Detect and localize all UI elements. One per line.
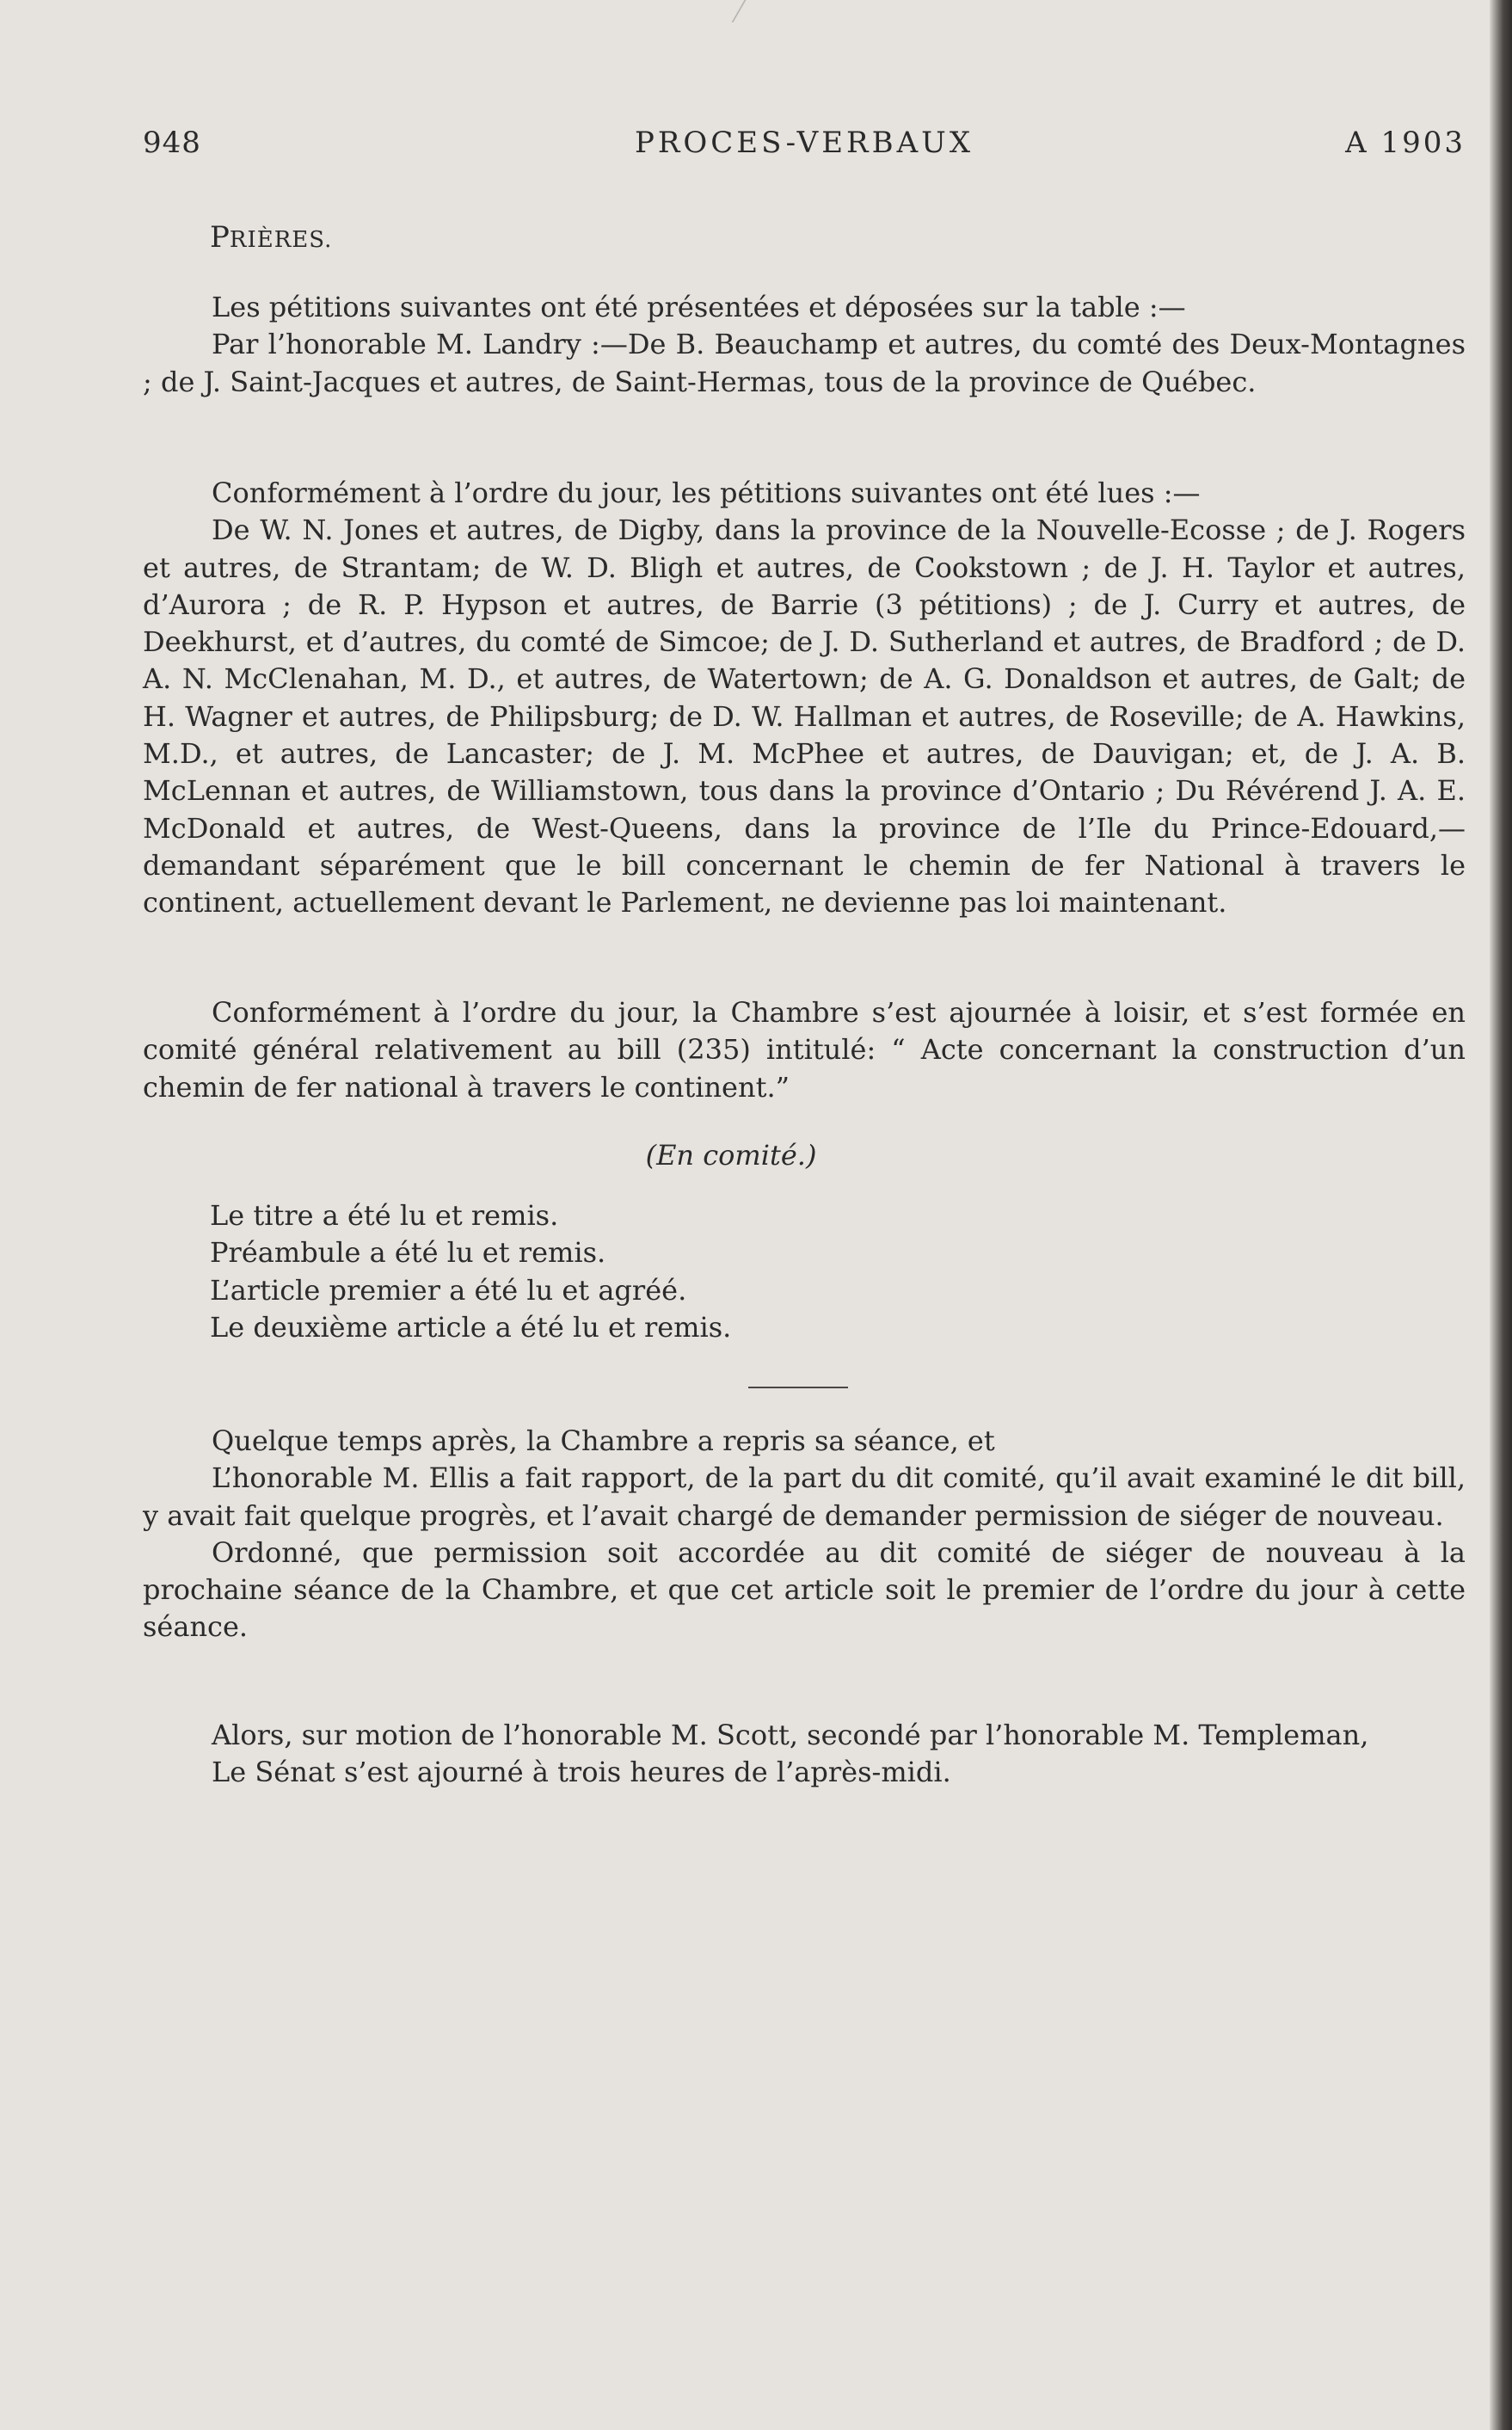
adjournment-line: Le Sénat s’est ajourné à trois heures de l’après-midi. xyxy=(212,1756,951,1789)
petitions-presented-body: Par l’honorable M. Landry :—De B. Beauchamp et autres, du comté des Deux-Montagnes ; de J. Saint-Jacques et autres, de Saint-Hermas, tous de la province de Québec. xyxy=(143,328,1466,398)
in-committee-heading: (En comité.) xyxy=(645,1139,817,1172)
page-header xyxy=(143,126,1466,163)
petitions-presented-intro: Les pétitions suivantes ont été présentées et déposées sur la table :— xyxy=(212,291,1186,323)
running-title: PROCES-VERBAUX xyxy=(634,126,974,160)
petitions-read-section xyxy=(143,475,1466,922)
page-edge-shadow xyxy=(1490,0,1512,2430)
committee-item: Le deuxième article a été lu et remis. xyxy=(210,1310,732,1344)
prayers-heading: PRIÈRES. xyxy=(210,220,333,255)
committee-item: Le titre a été lu et remis. xyxy=(210,1199,559,1232)
page-number: 948 xyxy=(143,126,201,160)
petitions-read-intro: Conformément à l’ordre du jour, les pétitions suivantes ont été lues :— xyxy=(212,477,1201,509)
resumed-line-1: Quelque temps après, la Chambre a repris sa séance, et xyxy=(212,1424,995,1457)
committee-items xyxy=(210,1197,731,1346)
resumed-section xyxy=(143,1423,1466,1646)
closing-section xyxy=(143,1717,1466,1792)
petitions-presented-section xyxy=(143,289,1466,401)
section-divider xyxy=(748,1387,848,1388)
committee-intro: Conformément à l’ordre du jour, la Chambre s’est ajournée à loisir, et s’est formée en comité général relativement au bill (235) intitulé: “ Acte concernant la construction d’un chemin de fer national à travers le continent.” xyxy=(143,996,1466,1104)
committee-item: L’article premier a été lu et agréé. xyxy=(210,1273,687,1307)
committee-intro-section xyxy=(143,994,1466,1106)
petitions-read-body: De W. N. Jones et autres, de Digby, dans la province de la Nouvelle-Ecosse ; de J. Rogers et autres, de Strantam; de W. D. Bligh et autres, de Cookstown ; de J. H. Taylor et autres, d’Aurora ; de R. P. Hypson et autres, de Barrie (3 pétitions) ; de J. Curry et autres, de Deekhurst, et d’autres, du comté de Simcoe; de J. D. Sutherland et autres, de Bradford ; de D. A. N. McClenahan, M. D., et autres, de Watertown; de A. G. Donaldson et autres, de Galt; de H. Wagner et autres, de Philipsburg; de D. W. Hallman et autres, de Roseville; de A. Hawkins, M.D., et autres, de Lancaster; de J. M. McPhee et autres, de Dauvigan; et, de J. A. B. McLennan et autres, de Williamstown, tous dans la province d’Ontario ; Du Révérend J. A. E. McDonald et autres, de West-Queens, dans la province de l’Ile du Prince-Edouard,—demandant séparément que le bill concernant le chemin de fer National à travers le continent, actuellement devant le Parlement, ne devienne pas loi maintenant. xyxy=(143,514,1466,920)
closing-motion: Alors, sur motion de l’honorable M. Scott, secondé par l’honorable M. Templeman, xyxy=(212,1719,1369,1751)
year-label: A 1903 xyxy=(1345,126,1466,160)
order-paragraph: Ordonné, que permission soit accordée au dit comité de siéger de nouveau à la prochaine séance de la Chambre, et que cet article soit le premier de l’ordre du jour à cette séance. xyxy=(143,1535,1466,1644)
committee-item: Préambule a été lu et remis. xyxy=(210,1236,606,1270)
ellis-report: L’honorable M. Ellis a fait rapport, de la part du dit comité, qu’il avait examiné le dit bill, y avait fait quelque progrès, et l’avait chargé de demander permission de siéger de nouveau. xyxy=(143,1461,1466,1532)
scan-mark xyxy=(731,0,768,22)
